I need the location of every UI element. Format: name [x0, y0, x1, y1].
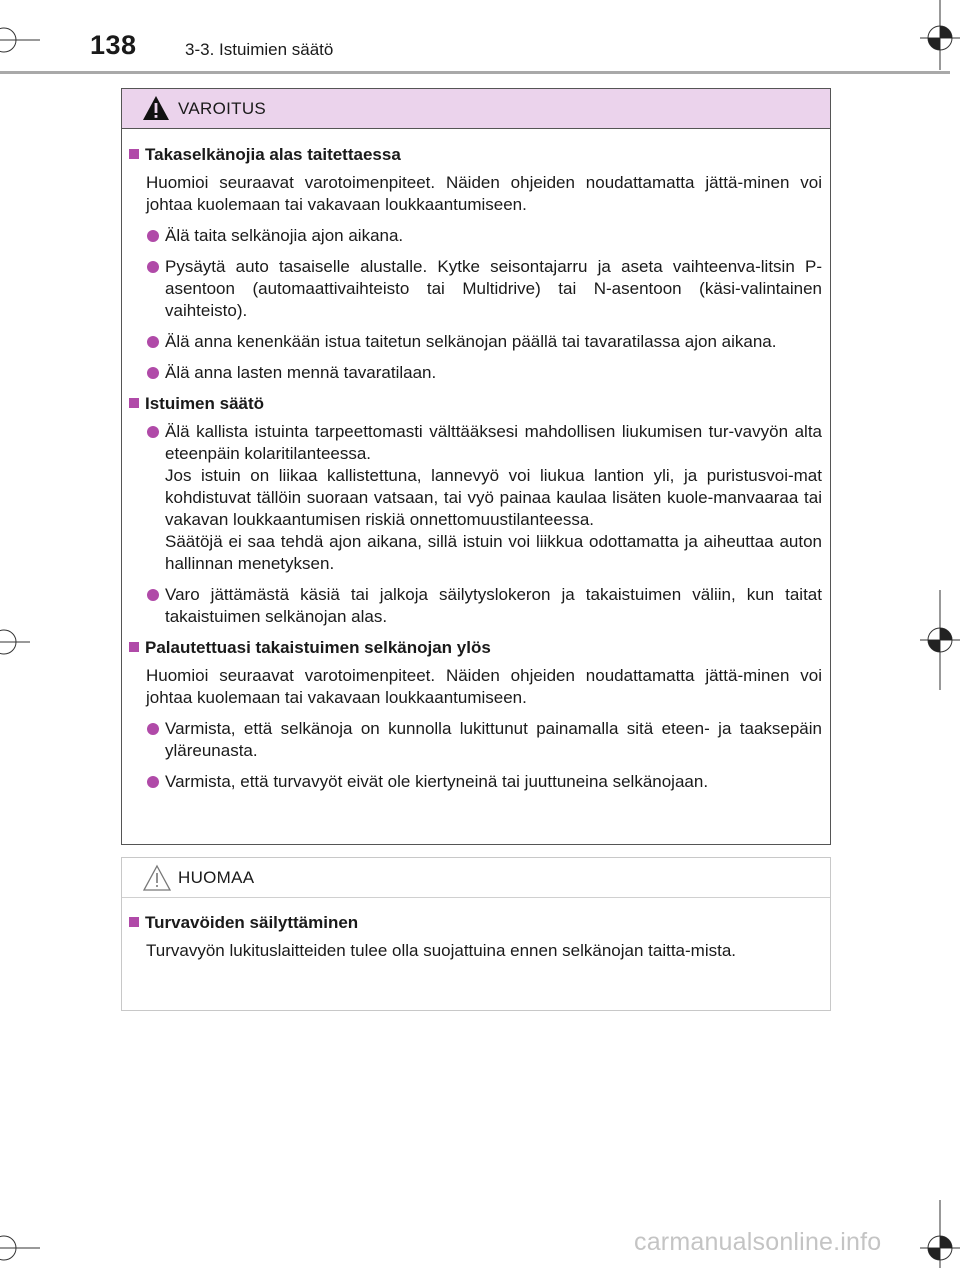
round-bullet-icon: [147, 230, 159, 242]
warning-section-heading: [129, 637, 822, 659]
crop-mark-top-left: [0, 22, 40, 62]
warning-title: VAROITUS: [178, 99, 267, 118]
section-title: 3-3. Istuimien säätö: [185, 40, 334, 59]
page-number: 138: [90, 30, 137, 60]
crop-mark-mid-left: [0, 622, 30, 662]
list-item-text: Älä anna lasten mennä tavaratilaan.: [165, 363, 437, 382]
list-item-text: Varmista, että selkänoja on kunnolla lukittunut painamalla sitä eteen- ja taaksepäin yläreunasta.: [165, 719, 822, 760]
list-item: [129, 331, 822, 353]
list-item: [129, 256, 822, 322]
round-bullet-icon: [147, 261, 159, 273]
warning-section-heading: [129, 144, 822, 166]
list-item: [129, 771, 822, 793]
warning-header: [122, 89, 830, 129]
footer-watermark: carmanualsonline.info: [634, 1228, 882, 1256]
notice-heading: [129, 912, 822, 934]
list-item-text: Varmista, että turvavyöt eivät ole kiertyneinä tai juuttuneina selkänojaan.: [165, 772, 709, 791]
crop-mark-bottom-right: [920, 1200, 960, 1268]
warning-section-intro: Huomioi seuraavat varotoimenpiteet. Näiden ohjeiden noudattamatta jättä-minen voi johtaa kuolemaan tai vakavaan loukkaantumiseen.: [146, 173, 822, 214]
warning-body: [122, 129, 830, 793]
list-item: [129, 718, 822, 762]
round-bullet-icon: [147, 589, 159, 601]
notice-title: HUOMAA: [178, 868, 255, 887]
square-bullet-icon: [129, 149, 139, 159]
crop-mark-top-right: [920, 0, 960, 70]
round-bullet-icon: [147, 776, 159, 788]
list-item-line: Säätöjä ei saa tehdä ajon aikana, sillä istuin voi liikkua odottamatta ja aiheuttaa auton hallinnan menetyksen.: [165, 532, 822, 573]
list-item: [129, 584, 822, 628]
list-item: [129, 362, 822, 384]
list-item-text: Varo jättämästä käsiä tai jalkoja säilytyslokeron ja takaistuimen väliin, kun taitat takaistuimen selkänojan alas.: [165, 585, 822, 626]
round-bullet-icon: [147, 336, 159, 348]
header-rule: [0, 71, 950, 74]
list-item: [129, 421, 822, 575]
notice-box: [121, 857, 831, 1011]
heading-text: Turvavöiden säilyttäminen: [145, 913, 359, 932]
list-item: [129, 225, 822, 247]
list-item-text: [165, 421, 822, 575]
notice-header: [122, 858, 830, 898]
list-item-line: Jos istuin on liikaa kallistettuna, lannevyö voi liukua lantion yli, ja puristusvoi-mat kohdistuvat tällöin suoraan vatsaan, tai vyö painaa kaulaa lisäten kuole-manvaaraa tai vakavan loukkaantumisen riskiä onnettomuustilanteessa.: [165, 466, 822, 529]
list-item-text: Älä anna kenenkään istua taitetun selkänojan päällä tai tavaratilassa ajon aikana.: [165, 332, 777, 351]
warning-triangle-icon: [142, 95, 170, 126]
warning-section-intro: Huomioi seuraavat varotoimenpiteet. Näiden ohjeiden noudattamatta jättä-minen voi johtaa kuolemaan tai vakavaan loukkaantumiseen.: [146, 666, 822, 707]
heading-text: Takaselkänojia alas taitettaessa: [145, 145, 401, 164]
heading-text: Istuimen säätö: [145, 394, 265, 413]
warning-section-heading: [129, 393, 822, 415]
list-item-line: Älä kallista istuinta tarpeettomasti välttääksesi mahdollisen liukumisen tur-vavyön alta eteenpäin kolaritilanteessa.: [165, 422, 822, 463]
crop-mark-mid-right: [920, 590, 960, 690]
notice-text: Turvavyön lukituslaitteiden tulee olla suojattuina ennen selkänojan taitta-mista.: [146, 941, 736, 960]
caution-triangle-outline-icon: [142, 864, 172, 897]
square-bullet-icon: [129, 917, 139, 927]
crop-mark-bottom-left: [0, 1226, 40, 1268]
square-bullet-icon: [129, 398, 139, 408]
round-bullet-icon: [147, 426, 159, 438]
list-item-text: Älä taita selkänojia ajon aikana.: [165, 226, 404, 245]
notice-body: [122, 898, 830, 962]
heading-text: Palautettuasi takaistuimen selkänojan ylös: [145, 638, 491, 657]
round-bullet-icon: [147, 367, 159, 379]
square-bullet-icon: [129, 642, 139, 652]
round-bullet-icon: [147, 723, 159, 735]
list-item-text: Pysäytä auto tasaiselle alustalle. Kytke seisontajarru ja aseta vaihteenva-litsin P-asentoon (automaattivaihteisto tai Multidrive) tai N-asentoon (käsi-valintainen vaihteisto).: [165, 257, 822, 320]
warning-box: [121, 88, 831, 845]
